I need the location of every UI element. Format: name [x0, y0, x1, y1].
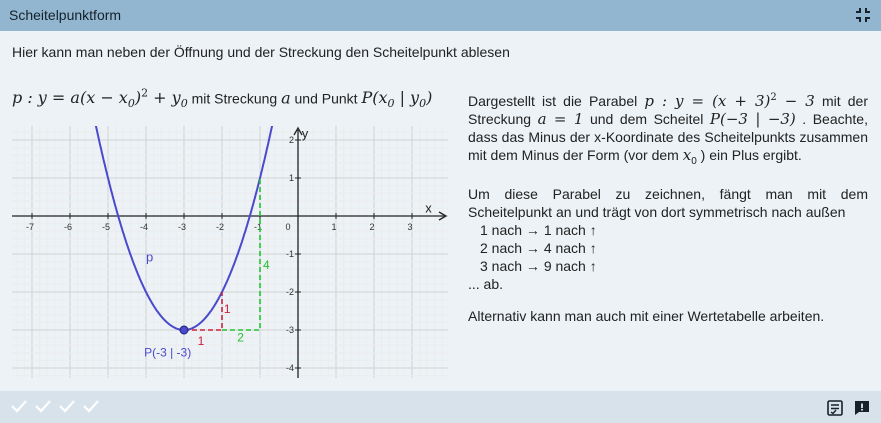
progress-checks: [10, 398, 100, 414]
x-tick-label: 3: [407, 222, 413, 232]
vertex-point[interactable]: [180, 326, 188, 334]
check-icon: [82, 398, 100, 414]
step-label-dx2: 2: [237, 330, 244, 345]
y-tick-label: 1: [288, 173, 294, 183]
step-list: [468, 221, 868, 275]
step-label-dx1: 1: [197, 334, 205, 349]
vertex-form-formula: p : $y = a(x - x_0)^2 + y_0$: [12, 87, 188, 111]
formula-text-1: mit Streckung: [187, 90, 282, 107]
explanation-panel: [468, 89, 868, 339]
stretch-value: a = 1: [537, 110, 584, 128]
y-axis-label: y: [301, 126, 309, 142]
parabola-graph[interactable]: [12, 126, 448, 383]
stretch-symbol: a: [281, 88, 291, 108]
graph-canvas: [12, 126, 448, 378]
x-tick-label: -4: [139, 222, 149, 232]
y-tick-label: -3: [285, 325, 294, 335]
y-tick-label: 2: [288, 135, 294, 145]
x-tick-label: -3: [177, 222, 187, 232]
x-tick-label: 2: [369, 222, 375, 232]
y-tick-label: -2: [285, 287, 294, 297]
x-tick-label: 1: [331, 222, 337, 232]
curve-label: p: [146, 249, 154, 265]
y-tick-label: -1: [285, 249, 294, 259]
step-list-end: ... ab.: [468, 275, 504, 292]
content-area: [0, 31, 881, 391]
y-tick-label: -4: [285, 363, 294, 373]
explanation-paragraph-3: Alternativ kann man auch mit einer Wertetabelle arbeiten.: [468, 307, 825, 324]
step-item: 1 nach → 1 nach ↑: [480, 221, 597, 238]
step-item: 3 nach → 9 nach ↑: [480, 257, 597, 274]
window-title: Scheitelpunktform: [9, 7, 122, 23]
parabola-formula: p : $y = (x + 3)^2 - 3$: [644, 92, 815, 110]
collapse-icon[interactable]: [855, 7, 871, 23]
check-icon: [58, 398, 76, 414]
feedback-icon[interactable]: [853, 399, 871, 417]
step-label-dy2: 4: [263, 258, 270, 273]
x-tick-label: -2: [215, 222, 225, 232]
vertex-label: P(-3 | -3): [144, 345, 192, 360]
intro-text: Hier kann man neben der Öffnung und der Streckung den Scheitelpunkt ablesen: [12, 44, 510, 60]
step-label-dy1: 1: [223, 301, 231, 316]
formula-line: [12, 87, 432, 111]
formula-text-2: und Punkt: [290, 90, 362, 107]
explanation-paragraph-1: Dargestellt ist die Parabel p : $y = (x + 3)^2 - 3$ mit der Streckung a = 1 und dem Scheitel P(−3 | −3) . Beachte, dass das Minus der x-Koordinate des Scheitelpunkts zusammen mit dem Minus der Form (vor dem $x_0$ ) ein Plus ergibt.: [468, 92, 868, 167]
x-tick-label: 0: [285, 222, 291, 232]
explanation-paragraph-2: Um diese Parabel zu zeichnen, fängt man mit dem Scheitelpunkt an und trägt von dort symmetrisch nach außen: [468, 185, 868, 220]
title-bar: [0, 0, 881, 31]
vertex-value: P(−3 | −3): [709, 110, 796, 128]
check-icon: [34, 398, 52, 414]
x-tick-label: -5: [101, 222, 111, 232]
checklist-icon[interactable]: [826, 399, 844, 417]
check-icon: [10, 398, 28, 414]
x-tick-label: -1: [253, 222, 263, 232]
x-axis-label: x: [425, 200, 432, 216]
x-tick-label: -7: [25, 222, 35, 232]
step-item: 2 nach → 4 nach ↑: [480, 239, 597, 256]
step-1-line: [184, 292, 222, 330]
x-tick-label: -6: [63, 222, 73, 232]
footer-bar: [0, 391, 881, 423]
vertex-point-symbol: $P(x_0$ | $y_0$): [361, 88, 433, 111]
